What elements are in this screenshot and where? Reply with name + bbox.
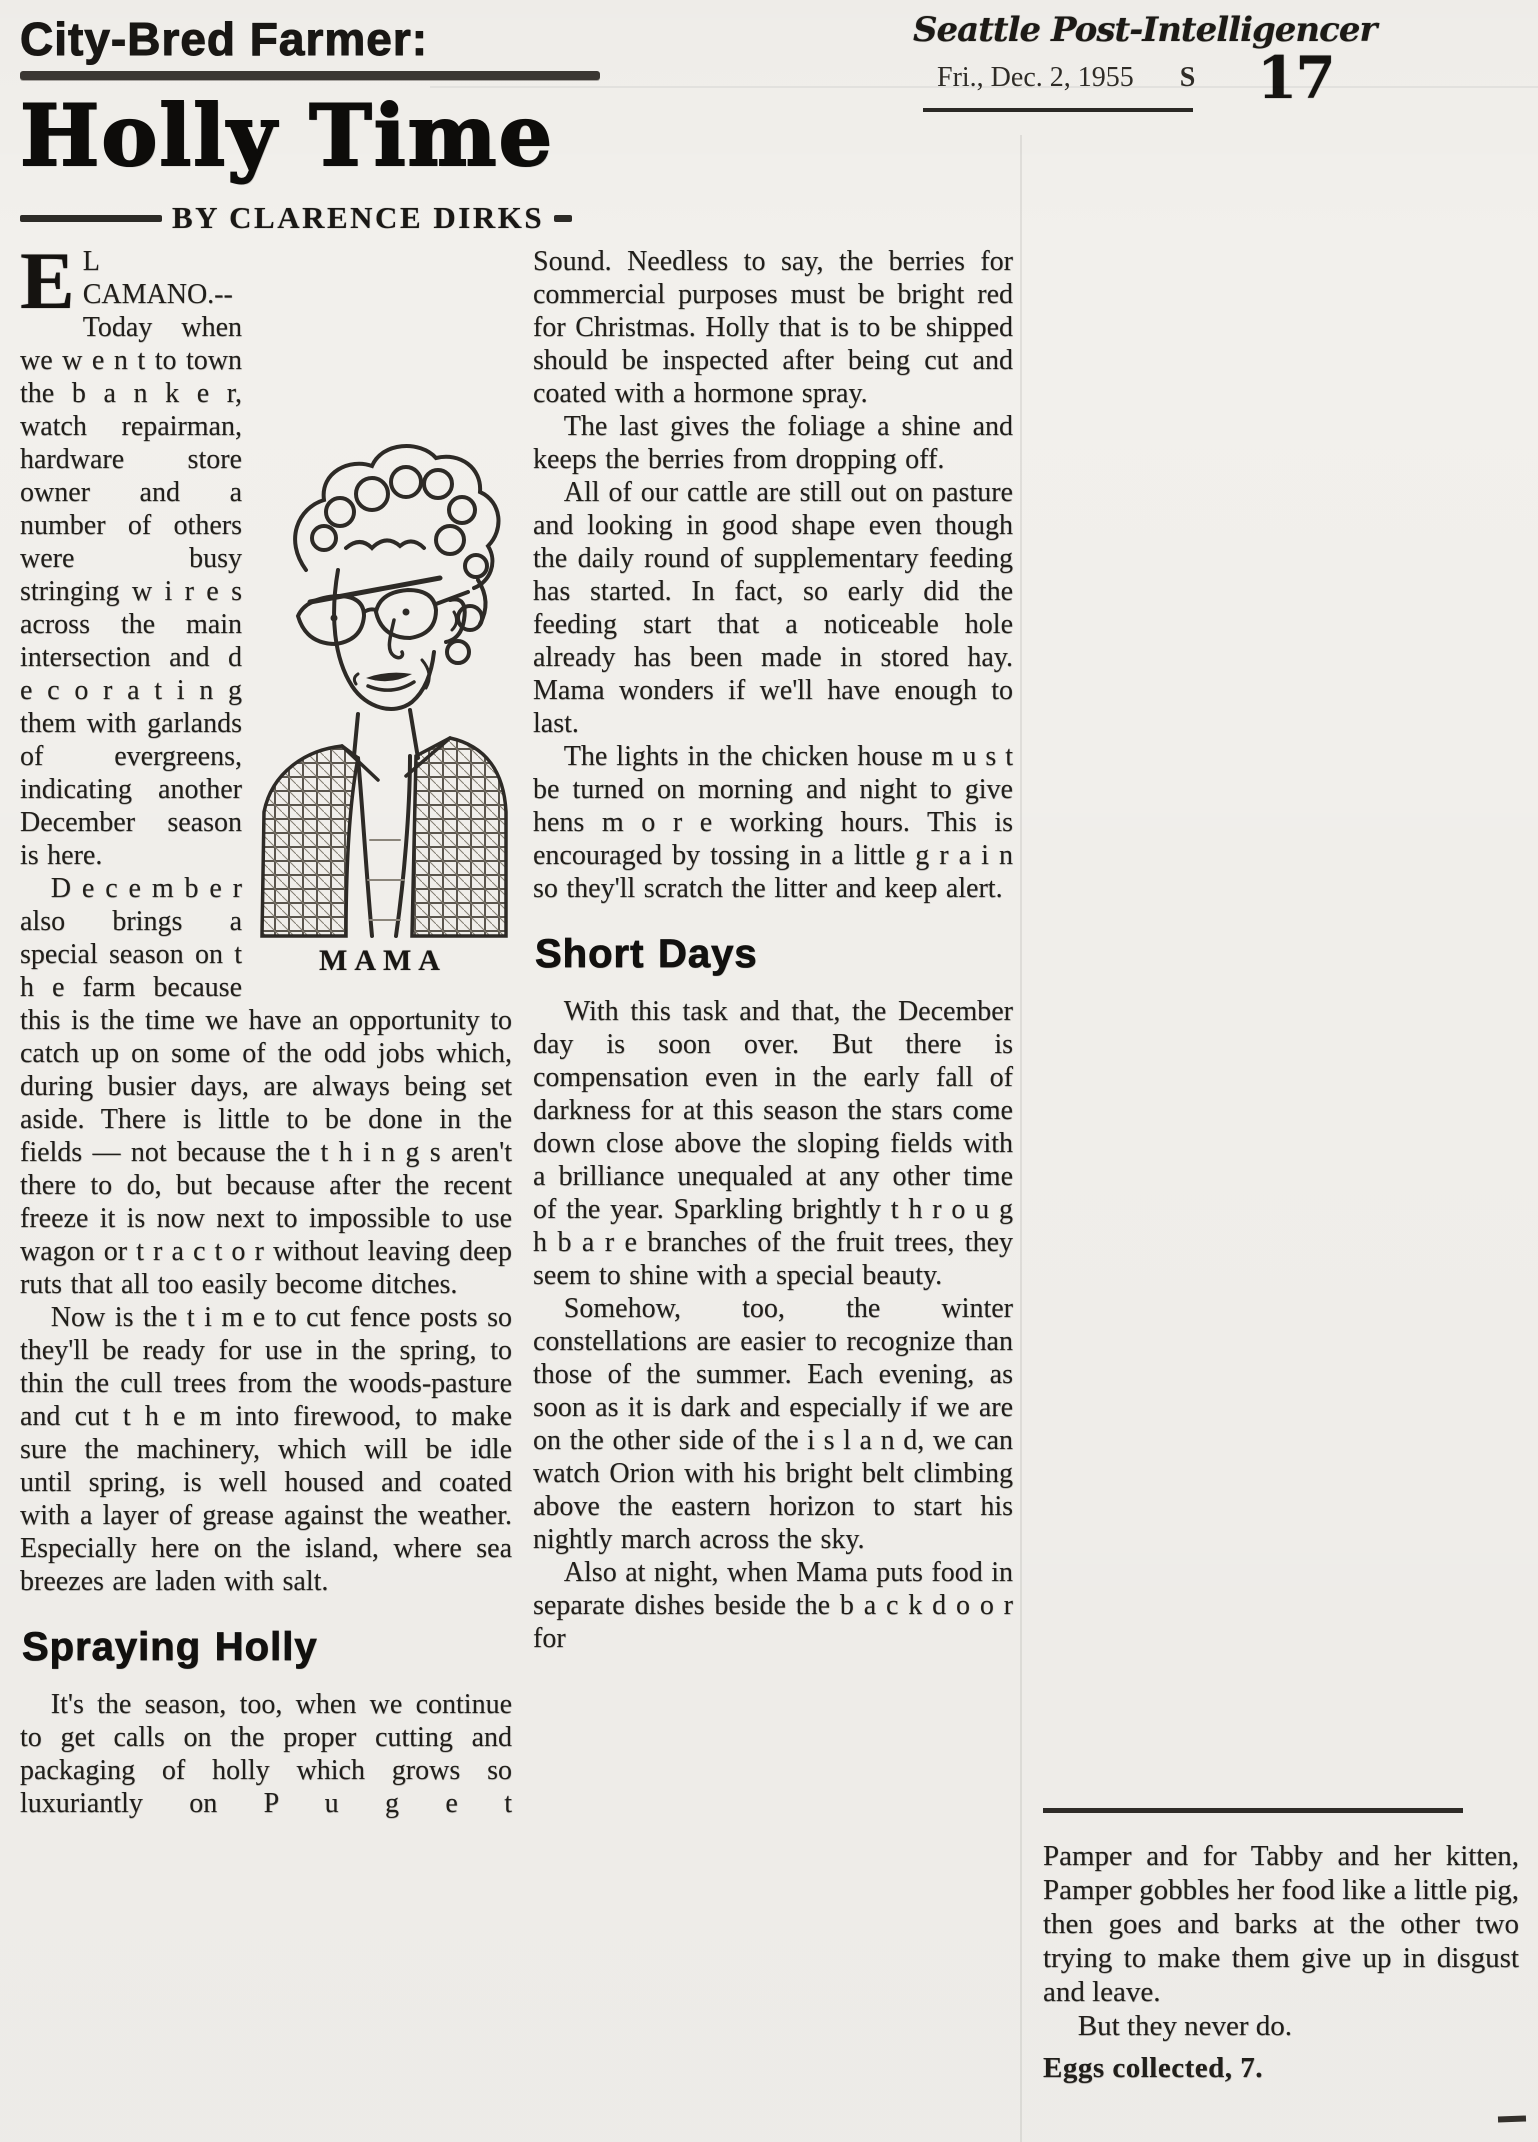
article-title: Holly Time — [20, 86, 555, 185]
paper-name: Seattle Post-Intelligencer — [913, 10, 1377, 50]
paragraph: Pamper and for Tabby and her kitten, Pamper gobbles her food like a little pig, then goes and barks at the other two trying to make them give up in disgust and leave. — [1043, 1840, 1519, 2008]
page-number: 17 — [1257, 44, 1334, 112]
column-1 — [20, 235, 512, 1820]
paragraph: But they never do. — [1077, 2010, 1293, 2042]
figure-caption: MAMA — [319, 944, 447, 977]
paragraph: The last gives the foliage a shine and keeps the berries from dropping off. — [533, 411, 1013, 475]
byline-rule-left — [20, 215, 162, 222]
paragraph: With this task and that, the December day is soon over. But there is compensation even in the early fall of darkness for at this season the stars come down close above the sloping fields with a brilliance unequaled at any other time of the year. Sparkling brightly t h r o u g h b a r e branches of the fruit trees, they seem to shine with a special beauty. — [533, 996, 1013, 1291]
column-3-rule — [1043, 1808, 1463, 1813]
paragraph: The lights in the chicken house m u s t be turned on morning and night to give hens m o r e working hours. This is encouraged by tossing in a little g r a i n so they'll scratch the litter and keep alert. — [533, 741, 1013, 904]
clipping-edge-line — [1020, 135, 1022, 2142]
ink-mark — [1498, 2116, 1526, 2123]
article-header — [20, 13, 734, 236]
edition-letter: S — [1179, 62, 1196, 93]
masthead-rule — [923, 108, 1193, 112]
date-line — [937, 62, 1195, 94]
paragraph: All of our cattle are still out on pasture and looking in good shape even though the daily round of supplementary feeding has started. In fact, so early did the feeding start that a noticeable hole already has been made in stored hay. Mama wonders if we'll have enough to last. — [533, 477, 1013, 739]
paragraph: Sound. Needless to say, the berries for commercial purposes must be bright red for Christmas. Holly that is to be shipped should be inspected after being cut and coated with a hormone spray. — [533, 246, 1013, 409]
byline-row — [20, 200, 572, 236]
kicker-rule — [20, 71, 600, 80]
paragraph: Also at night, when Mama puts food in separate dishes beside the b a c k d o o r for — [533, 1557, 1013, 1654]
column-2 — [533, 245, 1013, 1655]
paragraph-lead-text: L CAMANO.--Today when we w e n t to town the b a n k e r, watch repairman, hardware store owner and a number of others were busy stringing w i r e s across the main intersection and d e c o r a t i n g them with garlands of evergreens, indicating another December season is here. — [20, 246, 242, 871]
drop-cap: E — [20, 235, 75, 326]
issue-date: Fri., Dec. 2, 1955 — [937, 62, 1134, 93]
subhead-short-days: Short Days — [535, 932, 758, 976]
paragraph: D e c e m b e r also brings a special season on t h e farm because this is the time we have an opportunity to catch up on some of the odd jobs which, during busier days, are always being set aside. There is little to be done in the fields — not because the t h i n g s aren't there to do, but because after the recent freeze it is now next to impossible to use wagon or t r a c t o r without leaving deep ruts that all too easily become ditches. — [20, 873, 512, 1300]
paragraph: It's the season, too, when we continue to get calls on the proper cutting and packaging of holly which grows so luxuriantly on P u g e t — [20, 1689, 512, 1819]
byline-rule-right — [554, 215, 572, 222]
masthead — [895, 10, 1415, 120]
kicker: City-Bred Farmer: — [20, 13, 429, 65]
eggs-collected-note: Eggs collected, 7. — [1043, 2052, 1264, 2084]
paragraph: Now is the t i m e to cut fence posts so they'll be ready for use in the spring, to thin the cull trees from the woods-pasture and cut t h e m into firewood, to make sure the machinery, which will be idle until spring, is well housed and coated with a layer of grease against the weather. Especially here on the island, where sea breezes are laden with salt. — [20, 1302, 512, 1597]
paragraph: Somehow, too, the winter constellations are easier to recognize than those of the summer. Each evening, as soon as it is dark and especially if we are on the other side of the i s l a n d, we can watch Orion with his bright belt climbing above the eastern horizon to start his nightly march across the sky. — [533, 1293, 1013, 1555]
mama-sketch — [254, 420, 512, 940]
column-3 — [1043, 1808, 1519, 2085]
byline: BY CLARENCE DIRKS — [171, 200, 545, 235]
mama-figure — [254, 420, 512, 977]
subhead-spraying-holly: Spraying Holly — [22, 1625, 318, 1669]
